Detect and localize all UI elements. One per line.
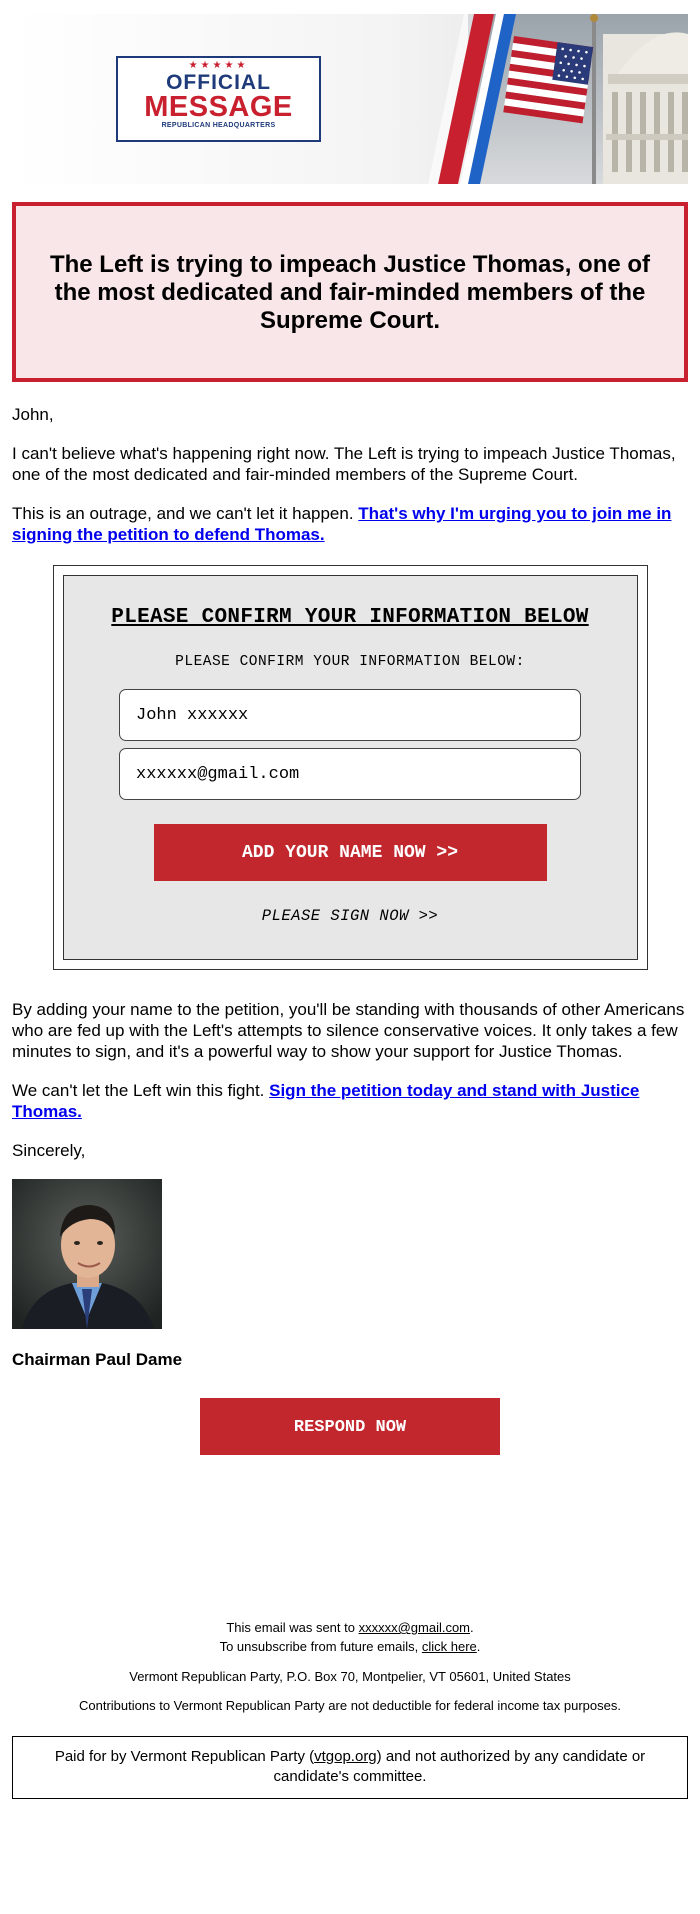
fight-text: We can't let the Left win this fight. — [12, 1081, 270, 1100]
closing: Sincerely, — [12, 1141, 86, 1160]
sent-prefix: This email was sent to — [226, 1620, 359, 1635]
flag-capitol-image — [428, 14, 688, 184]
sent-suffix: . — [470, 1620, 474, 1635]
unsub-prefix: To unsubscribe from future emails, — [219, 1639, 422, 1654]
unsub-suffix: . — [476, 1639, 481, 1654]
stars-icon: ★★★★★ — [188, 60, 249, 71]
footer-address: Vermont Republican Party, P.O. Box 70, Montpelier, VT 05601, United States — [129, 1669, 571, 1684]
sent-line — [12, 1618, 688, 1637]
vtgop-link[interactable]: vtgop.org — [314, 1748, 377, 1765]
add-name-button[interactable]: ADD YOUR NAME NOW >> — [154, 824, 547, 881]
logo-line-official: OFFICIAL — [166, 71, 271, 94]
greeting: John, — [12, 405, 54, 424]
email-container — [12, 14, 688, 1799]
outrage-paragraph — [12, 503, 688, 545]
fight-paragraph — [12, 1080, 688, 1122]
petition-paragraph: By adding your name to the petition, you'll be standing with thousands of other Americans who are fed up with the Left's attempts to silence conservative voices. It only takes a few minutes to sign, and it's a powerful way to show your support for Justice Thomas. — [12, 1000, 685, 1061]
name-field[interactable] — [119, 689, 581, 741]
paid-prefix: Paid for by Vermont Republican Party ( — [54, 1748, 315, 1765]
unsubscribe-line — [12, 1637, 688, 1656]
footer-sent-info — [12, 1618, 688, 1656]
header-banner — [12, 14, 688, 184]
petition-form — [53, 565, 648, 970]
signer-name: Chairman Paul Dame — [12, 1350, 183, 1369]
respond-now-button[interactable]: RESPOND NOW — [200, 1398, 500, 1455]
recipient-email-link[interactable]: xxxxxx@gmail.com — [358, 1620, 471, 1635]
petition-link[interactable]: That's why I'm urging you to join me in signing the petition to defend Thomas. — [12, 504, 672, 544]
paid-suffix: ) and not authorized by any candidate or candidate's committee. — [273, 1748, 646, 1785]
email-field[interactable] — [119, 748, 581, 800]
form-title: PLEASE CONFIRM YOUR INFORMATION BELOW — [111, 606, 589, 629]
petition-form-inner — [63, 575, 638, 960]
us-flag-icon — [503, 36, 593, 123]
intro-paragraph: I can't believe what's happening right now. The Left is trying to impeach Justice Thomas, one of the most dedicated and fair-minded members of the Supreme Court. — [12, 444, 676, 484]
paid-for-box — [12, 1736, 688, 1799]
logo-line-message: MESSAGE — [144, 91, 293, 123]
outrage-text: This is an outrage, and we can't let it happen. — [12, 504, 359, 523]
headline-box: The Left is trying to impeach Justice Thomas, one of the most dedicated and fair-minded members of the Supreme Court. — [12, 202, 688, 382]
chairman-photo — [12, 1179, 162, 1329]
unsubscribe-link[interactable]: click here — [421, 1639, 477, 1654]
sign-petition-link[interactable]: Sign the petition today and stand with Justice Thomas. — [12, 1081, 640, 1121]
footer-disclaimer: Contributions to Vermont Republican Party are not deductible for federal income tax purposes. — [79, 1698, 621, 1713]
sign-now-link[interactable]: PLEASE SIGN NOW >> — [261, 907, 439, 925]
capitol-dome — [603, 32, 688, 184]
form-subtitle: PLEASE CONFIRM YOUR INFORMATION BELOW: — [175, 654, 525, 670]
logo-line-hq: REPUBLICAN HEADQUARTERS — [161, 122, 276, 129]
official-message-logo — [116, 56, 321, 142]
